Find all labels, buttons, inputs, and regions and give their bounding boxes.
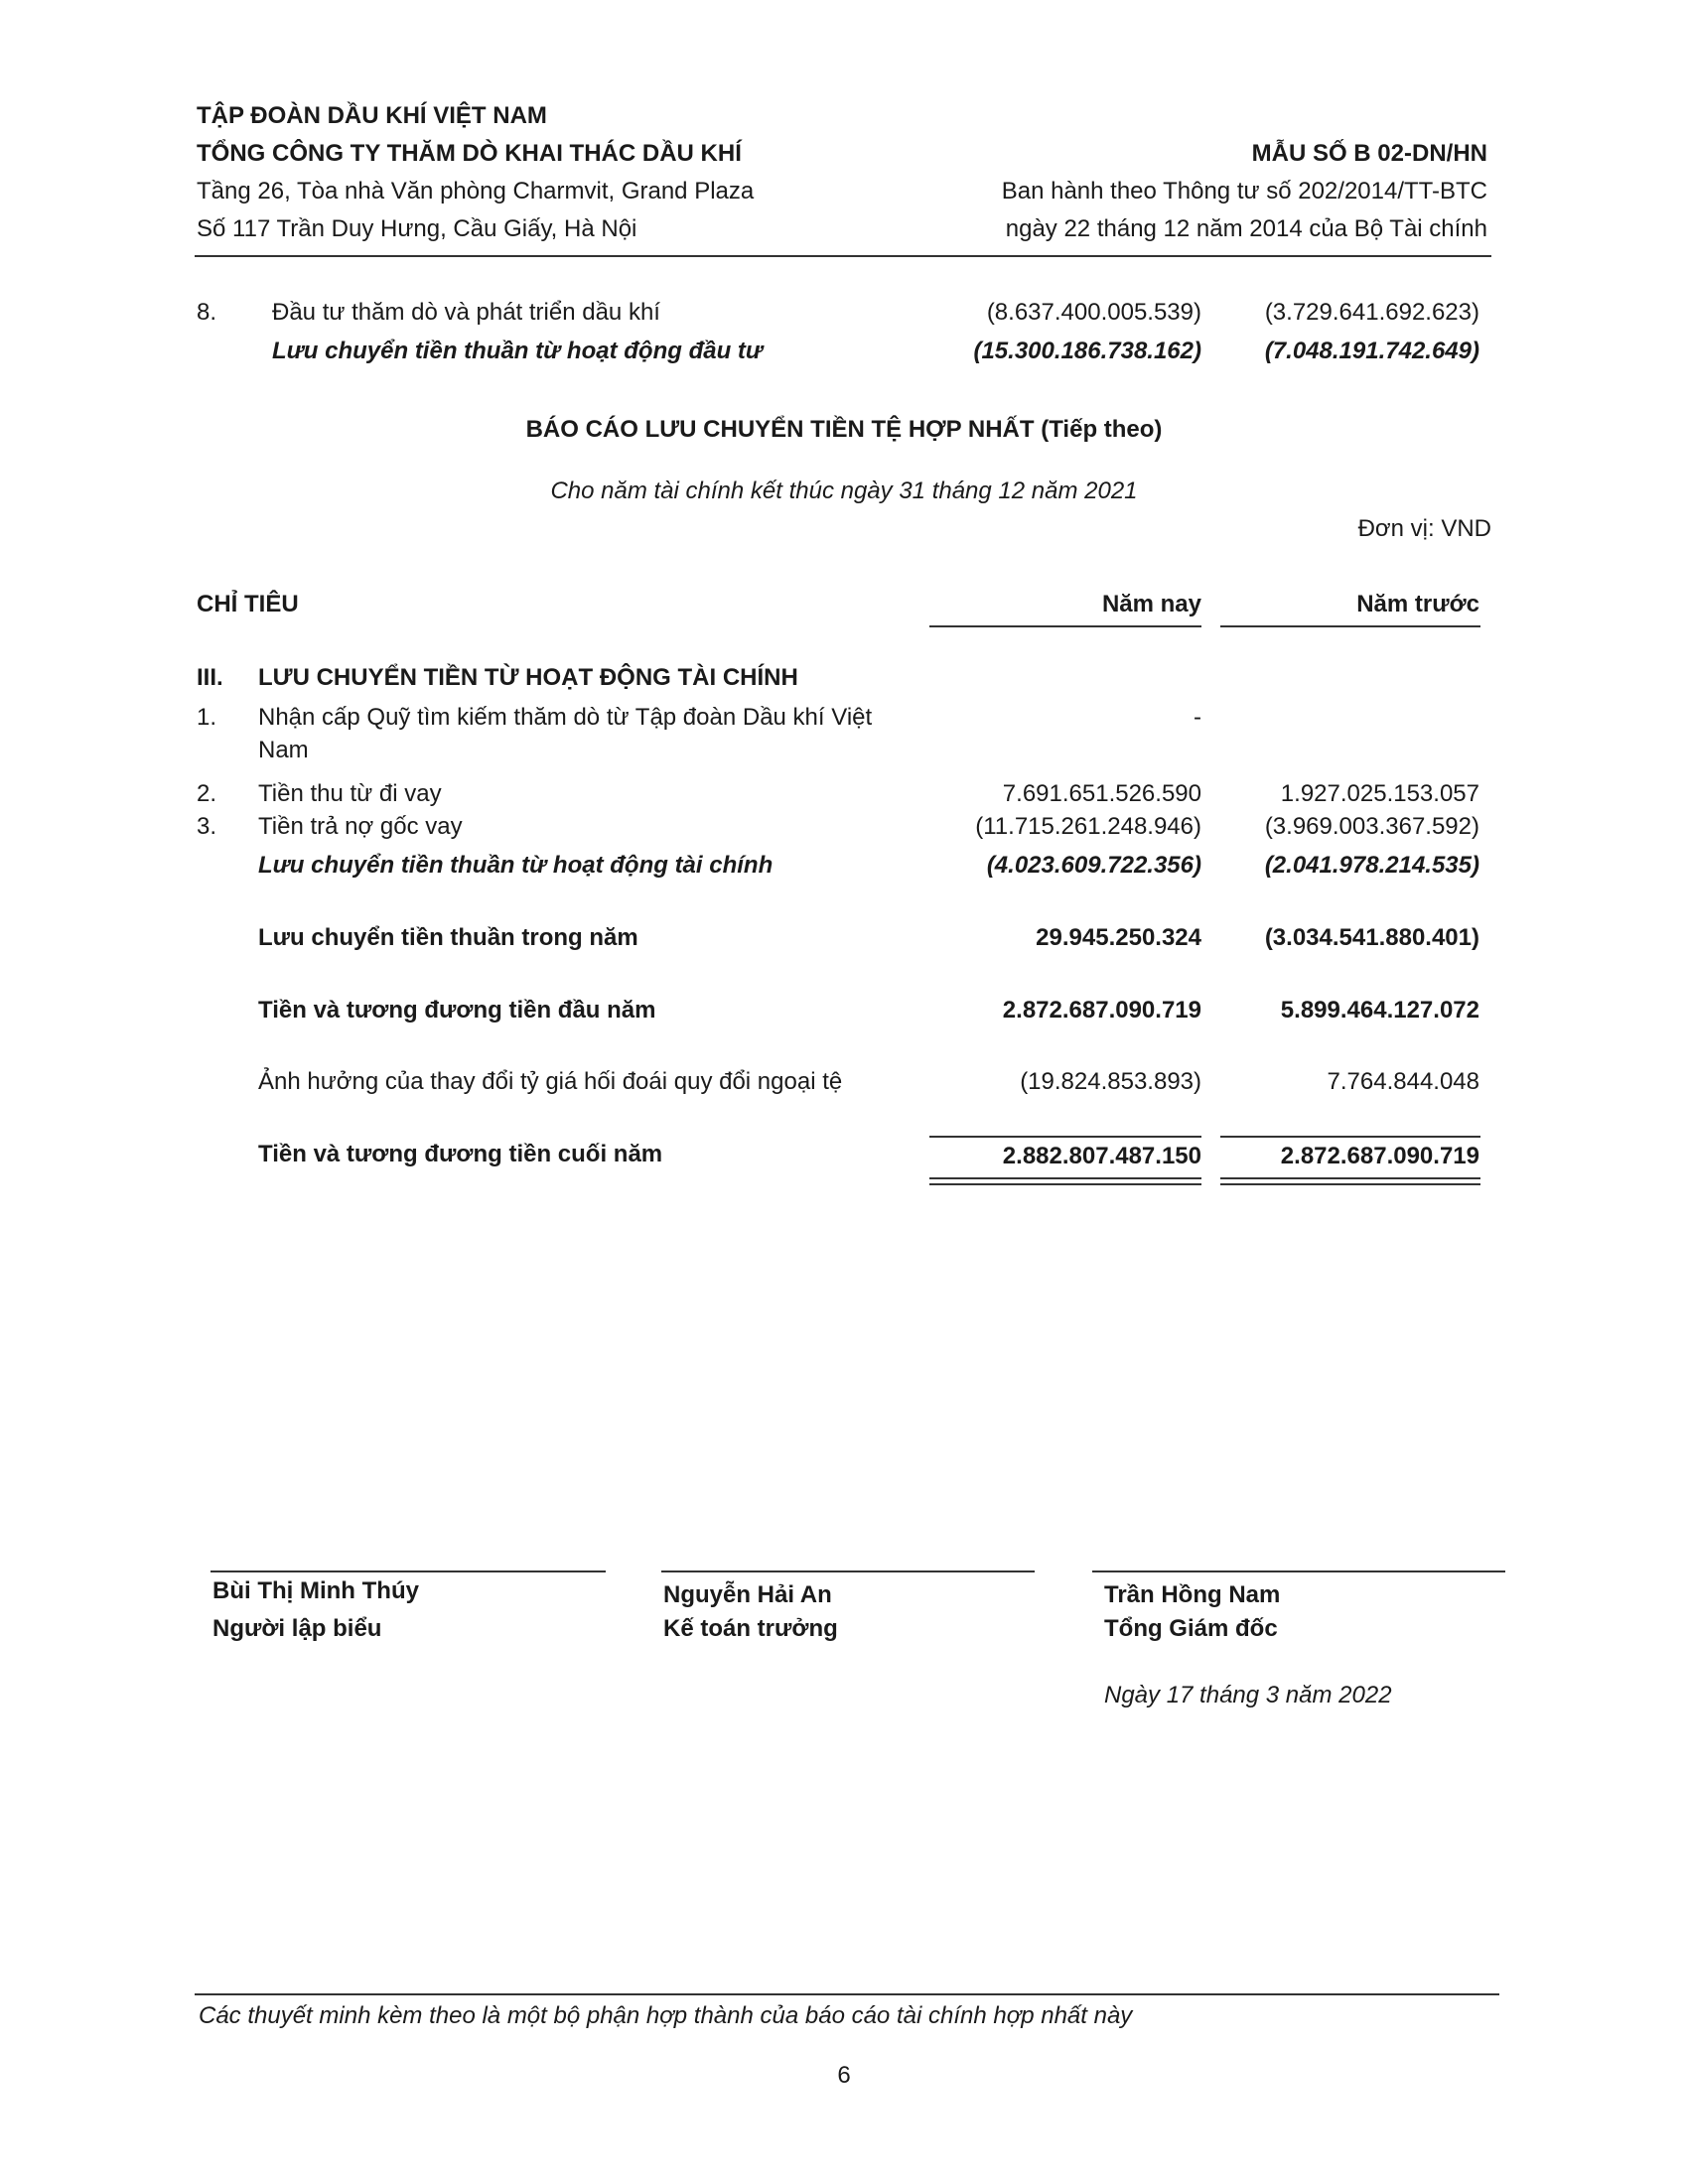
circular-date: ngày 22 tháng 12 năm 2014 của Bộ Tài chính bbox=[1005, 215, 1487, 242]
item8-label: Đầu tư thăm dò và phát triển dầu khí bbox=[272, 299, 660, 326]
director-title: Tổng Giám đốc bbox=[1104, 1615, 1278, 1642]
fx-effect-current: (19.824.853.893) bbox=[1020, 1068, 1201, 1095]
footer-note: Các thuyết minh kèm theo là một bộ phận hợp thành của báo cáo tài chính hợp nhất này bbox=[199, 2002, 1133, 2029]
closing-double-rule-current-2 bbox=[929, 1183, 1201, 1185]
director-signature-line bbox=[1092, 1570, 1505, 1572]
report-period: Cho năm tài chính kết thúc ngày 31 tháng 12 năm 2021 bbox=[550, 478, 1138, 504]
item2-current: 7.691.651.526.590 bbox=[1002, 780, 1201, 807]
item3-current: (11.715.261.248.946) bbox=[975, 813, 1201, 840]
item2-previous: 1.927.025.153.057 bbox=[1280, 780, 1479, 807]
accountant-name: Nguyễn Hải An bbox=[663, 1581, 832, 1608]
circular-ref: Ban hành theo Thông tư số 202/2014/TT-BTC bbox=[1001, 178, 1487, 205]
financing-total-current: (4.023.609.722.356) bbox=[986, 852, 1201, 879]
closing-double-rule-previous-1 bbox=[1220, 1177, 1480, 1179]
accountant-title: Kế toán trưởng bbox=[663, 1615, 838, 1642]
company-name: TỔNG CÔNG TY THĂM DÒ KHAI THÁC DẦU KHÍ bbox=[197, 140, 742, 167]
preparer-title: Người lập biểu bbox=[212, 1615, 382, 1642]
footer-rule bbox=[195, 1993, 1499, 1995]
opening-cash-label: Tiền và tương đương tiền đầu năm bbox=[258, 997, 656, 1024]
invest-total-label: Lưu chuyển tiền thuần từ hoạt động đầu tư bbox=[272, 338, 764, 364]
column-header-previous: Năm trước bbox=[1356, 591, 1479, 617]
column-header-label: CHỈ TIÊU bbox=[197, 591, 299, 617]
net-flow-label: Lưu chuyển tiền thuần trong năm bbox=[258, 924, 638, 951]
preparer-name: Bùi Thị Minh Thúy bbox=[212, 1577, 419, 1604]
item3-previous: (3.969.003.367.592) bbox=[1264, 813, 1479, 840]
item1-current: - bbox=[1194, 704, 1201, 731]
section-title: LƯU CHUYỂN TIỀN TỪ HOẠT ĐỘNG TÀI CHÍNH bbox=[258, 664, 798, 691]
fx-effect-label: Ảnh hưởng của thay đổi tỷ giá hối đoái quy đổi ngoại tệ bbox=[258, 1068, 843, 1095]
net-flow-previous: (3.034.541.880.401) bbox=[1264, 924, 1479, 951]
address-line-2: Số 117 Trần Duy Hưng, Cầu Giấy, Hà Nội bbox=[197, 215, 637, 242]
item8-previous: (3.729.641.692.623) bbox=[1264, 299, 1479, 326]
column-header-rule-current bbox=[929, 625, 1201, 627]
group-name: TẬP ĐOÀN DẦU KHÍ VIỆT NAM bbox=[197, 102, 547, 129]
item8-current: (8.637.400.005.539) bbox=[986, 299, 1201, 326]
closing-top-rule-current bbox=[929, 1136, 1201, 1138]
closing-cash-previous: 2.872.687.090.719 bbox=[1280, 1143, 1479, 1169]
item3-label: Tiền trả nợ gốc vay bbox=[258, 813, 463, 840]
header-rule bbox=[195, 255, 1491, 257]
closing-cash-current: 2.882.807.487.150 bbox=[1002, 1143, 1201, 1169]
opening-cash-current: 2.872.687.090.719 bbox=[1002, 997, 1201, 1024]
item1-label: Nhận cấp Quỹ tìm kiếm thăm dò từ Tập đoàn Dầu khí Việt bbox=[258, 704, 873, 731]
financing-total-label: Lưu chuyển tiền thuần từ hoạt động tài chính bbox=[258, 852, 774, 879]
column-header-current: Năm nay bbox=[1101, 591, 1201, 617]
closing-cash-label: Tiền và tương đương tiền cuối năm bbox=[258, 1141, 663, 1167]
column-header-rule-previous bbox=[1220, 625, 1480, 627]
item1-label-continued: Nam bbox=[258, 737, 309, 763]
item3-number: 3. bbox=[197, 813, 217, 840]
invest-total-current: (15.300.186.738.162) bbox=[973, 338, 1201, 364]
item8-number: 8. bbox=[197, 299, 217, 326]
report-title: BÁO CÁO LƯU CHUYỂN TIỀN TỆ HỢP NHẤT (Tiếp theo) bbox=[525, 416, 1163, 443]
closing-double-rule-current-1 bbox=[929, 1177, 1201, 1179]
director-name: Trần Hồng Nam bbox=[1104, 1581, 1281, 1608]
opening-cash-previous: 5.899.464.127.072 bbox=[1280, 997, 1479, 1024]
form-number: MẪU SỐ B 02-DN/HN bbox=[1251, 140, 1487, 167]
invest-total-previous: (7.048.191.742.649) bbox=[1264, 338, 1479, 364]
item1-number: 1. bbox=[197, 704, 217, 731]
currency-unit: Đơn vị: VND bbox=[1357, 515, 1491, 542]
financing-total-previous: (2.041.978.214.535) bbox=[1264, 852, 1479, 879]
preparer-signature-line bbox=[211, 1570, 606, 1572]
fx-effect-previous: 7.764.844.048 bbox=[1327, 1068, 1479, 1095]
item2-label: Tiền thu từ đi vay bbox=[258, 780, 442, 807]
accountant-signature-line bbox=[661, 1570, 1035, 1572]
closing-double-rule-previous-2 bbox=[1220, 1183, 1480, 1185]
signing-date: Ngày 17 tháng 3 năm 2022 bbox=[1104, 1682, 1392, 1708]
address-line-1: Tầng 26, Tòa nhà Văn phòng Charmvit, Grand Plaza bbox=[197, 178, 755, 205]
item2-number: 2. bbox=[197, 780, 217, 807]
page-number: 6 bbox=[837, 2062, 851, 2089]
section-number: III. bbox=[197, 664, 223, 691]
net-flow-current: 29.945.250.324 bbox=[1036, 924, 1201, 951]
closing-top-rule-previous bbox=[1220, 1136, 1480, 1138]
